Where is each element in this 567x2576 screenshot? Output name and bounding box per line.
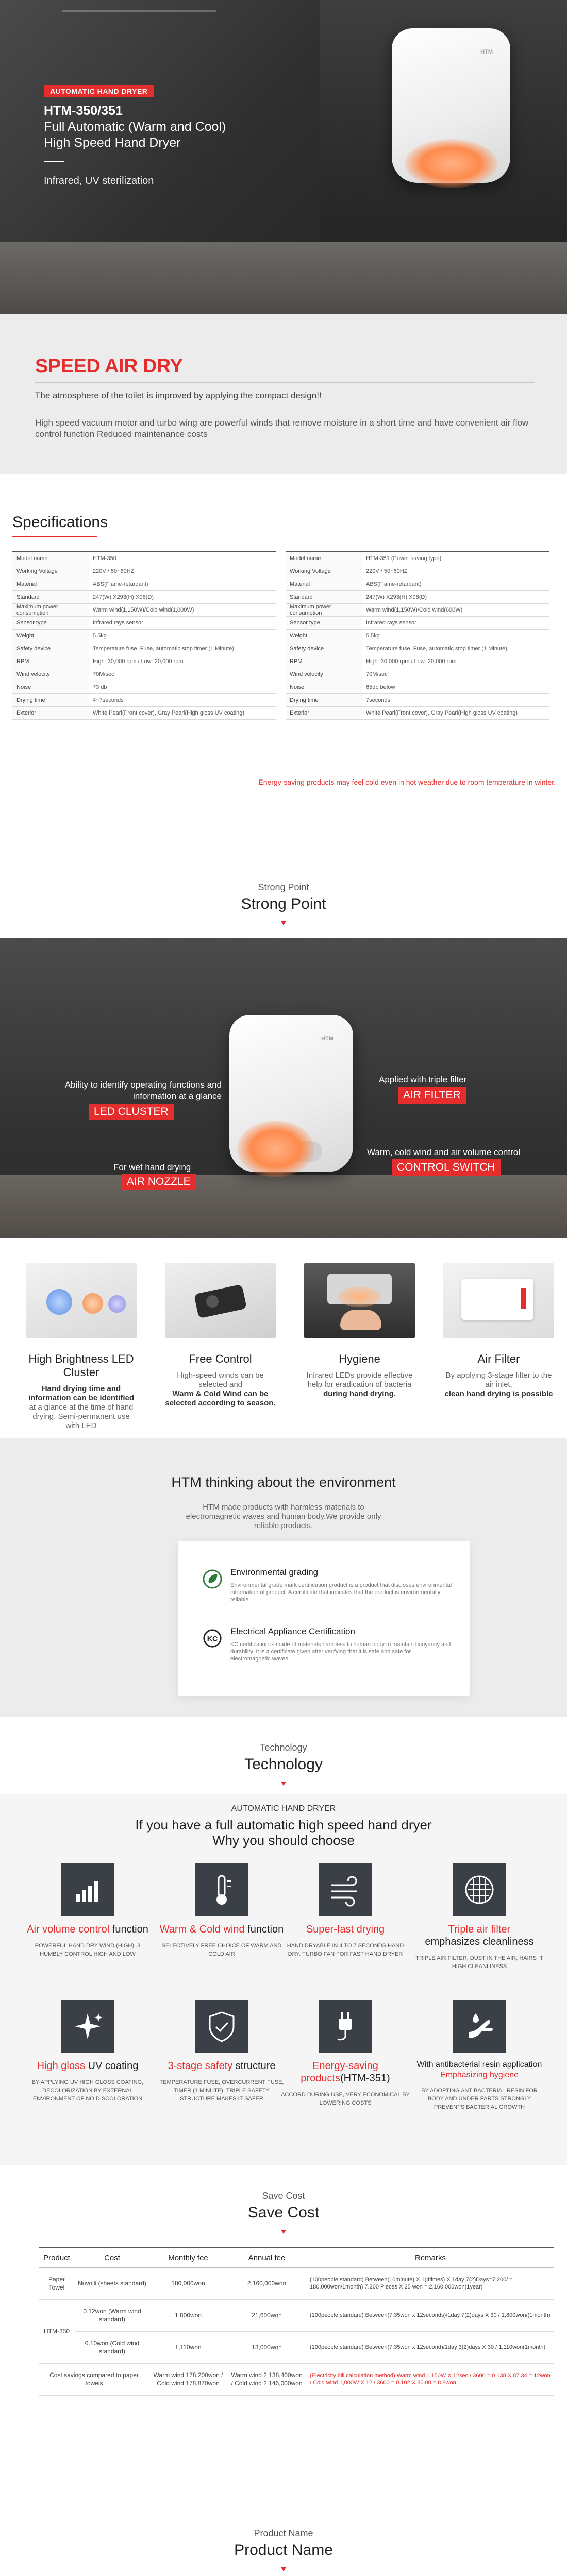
feature-led-desc-bold: Hand drying time and information can be identified	[28, 1384, 134, 1402]
tech-safety-title-red: 3-stage safety	[168, 2060, 233, 2072]
spec-value: High: 30,000 rpm / Low: 20,000 rpm	[362, 655, 549, 668]
strong-triangle-icon	[281, 921, 286, 925]
cost-row-paper	[39, 2267, 554, 2299]
hero-ceiling-light	[62, 10, 216, 12]
hero-counter-bg	[0, 242, 567, 314]
table-cell: 0.10won (Cold wind standard)	[75, 2331, 149, 2363]
save-cost-section	[0, 2242, 567, 2502]
spec-key: Working Voltage	[12, 565, 89, 578]
cost-header-row	[39, 2248, 554, 2267]
tech-uv-coating-title	[23, 2060, 152, 2072]
spec-key: Safety device	[286, 642, 362, 655]
table-row	[286, 642, 549, 655]
feature-filter-desc-text: By applying 3-stage filter to the air inlet,	[445, 1371, 552, 1389]
feature-filter-title: Air Filter	[477, 1352, 520, 1365]
sp-dryer-logo: HTM	[321, 1036, 333, 1042]
cost-header-remarks: Remarks	[307, 2248, 554, 2267]
shield-check-icon	[195, 2000, 248, 2053]
tech-safety-title-rest: structure	[232, 2060, 276, 2072]
table-row	[286, 603, 549, 616]
spec-key: Maximum power consumption	[286, 603, 362, 616]
spec-key: Material	[286, 578, 362, 590]
table-row	[12, 668, 276, 681]
cost-row-htm-cold	[39, 2331, 554, 2363]
spec-table-right	[286, 551, 549, 720]
table-row	[286, 616, 549, 629]
tech-energy-title-rest: (HTM-351)	[340, 2073, 390, 2084]
cost-header-product: Product	[39, 2248, 75, 2267]
tech-fast-drying-title	[281, 1923, 410, 1936]
hero-dryer-glow	[405, 139, 497, 188]
kc-mark-icon	[203, 1629, 222, 1648]
hero-title	[44, 103, 260, 151]
table-row	[286, 681, 549, 693]
spec-value: 220V / 50~60HZ	[89, 565, 276, 578]
save-cost-title	[0, 2165, 567, 2242]
tech-triangle-icon	[281, 1782, 286, 1786]
tech-safety-title	[157, 2060, 286, 2072]
callout-filter-badge: AIR FILTER	[398, 1087, 466, 1104]
feature-control	[165, 1263, 276, 1408]
tech-hygiene-title-red: Emphasizing hygiene	[440, 2071, 519, 2079]
thermometer-icon	[195, 1863, 248, 1916]
spec-key: Standard	[12, 590, 89, 603]
hero-title-line2: Full Automatic (Warm and Cool)	[44, 120, 226, 134]
spec-value: Warm wind(1,150W)/Cold wind(600W)	[362, 603, 549, 616]
spec-key: Model name	[286, 552, 362, 565]
feature-filter-desc	[443, 1371, 554, 1399]
tech-uv-coating-desc: BY APPLYING UV HIGH GLOSS COATING, DECOLORIZATION BY EXTERNAL ENVIRONMENT OF NO DISCOLORATION	[31, 2079, 144, 2102]
callout-led-text: Ability to identify operating functions and information at a glance	[64, 1080, 222, 1101]
feature-control-title: Free Control	[189, 1352, 252, 1365]
spec-value: Temperature fuse, Fuse, automatic stop timer (1 Minute)	[362, 642, 549, 655]
table-row	[12, 578, 276, 590]
spec-key: Weight	[12, 629, 89, 642]
tech-energy-desc: ACCORD DURING USE, VERY ECONOMICAL BY LOWERING COSTS	[281, 2092, 410, 2106]
specifications-section	[0, 474, 567, 855]
spec-key: Model name	[12, 552, 89, 565]
spec-key: Maximum power consumption	[12, 603, 89, 616]
callout-filter-text: Applied with triple filter	[379, 1075, 467, 1084]
tech-fast-drying-title-red: Super-fast drying	[306, 1924, 385, 1935]
feature-control-desc	[165, 1371, 276, 1408]
table-cell: Warm wind 178,200won / Cold wind 178,870won	[149, 2363, 227, 2395]
spec-key: Weight	[286, 629, 362, 642]
cert-environment-desc: Environmental grade mark certification product is a product that discloses environmental information of product. A certificate that indicates that the product is environmentally reliable.	[230, 1582, 452, 1603]
tech-warm-cold-title	[157, 1923, 286, 1936]
hero-section	[0, 0, 567, 314]
tech-hygiene-desc: BY ADOPTING ANTIBACTERIAL RESIN FOR BODY AND UNDER PARTS STRONGLY PREVENTS BACTERIAL GROWTH	[421, 2088, 538, 2110]
table-cell: Warm wind 2,138,400won / Cold wind 2,146,000won	[227, 2363, 307, 2395]
pname-big-title: Product Name	[234, 2541, 333, 2558]
table-row	[12, 629, 276, 642]
tech-safety	[157, 2000, 286, 2103]
table-cell: (100people standard) Between(7.35won x 12seconds)/1day 7(2)days X 30 / 1,800won/(1month)	[307, 2299, 554, 2331]
spec-key: Standard	[286, 590, 362, 603]
speed-line1: The atmosphere of the toilet is improved by applying the compact design!!	[35, 391, 322, 400]
spec-value: 7seconds	[362, 693, 549, 706]
feature-control-desc-bold: Warm & Cold Wind can be selected according to season.	[165, 1389, 276, 1408]
speed-air-dry-section	[0, 314, 567, 474]
tech-sub2-line2: Why you should choose	[212, 1833, 355, 1848]
table-row	[286, 668, 549, 681]
table-row	[286, 552, 549, 565]
tech-uv-coating-title-red: High gloss	[37, 2060, 85, 2072]
table-row	[286, 565, 549, 578]
feature-hygiene	[304, 1263, 415, 1399]
spec-value: 70M/sec	[89, 668, 276, 681]
tech-fast-drying-desc: HAND DRYABLE IN 4 TO 7 SECONDS HAND DRY. TURBO FAN FOR FAST HAND DRYER	[287, 1943, 404, 1957]
spec-key: Noise	[286, 681, 362, 693]
spec-key: Exterior	[12, 706, 89, 719]
feature-filter	[443, 1263, 554, 1399]
spec-value: 73 db	[89, 681, 276, 693]
cert-electrical-desc: KC certification is made of materials harmless to human body to maintain buoyancy and durability. It is a certificate given after verifying that it is safe and safe for electromagnetic waves.	[230, 1641, 451, 1662]
hand-drops-icon	[453, 2000, 506, 2053]
tech-energy-title-red: Energy-saving products	[301, 2060, 378, 2084]
sp-basin-bg	[0, 1175, 567, 1238]
feature-led-title: High Brightness LED Cluster	[28, 1352, 134, 1379]
hero-divider	[44, 161, 64, 162]
tech-air-volume-title-rest: function	[109, 1924, 148, 1935]
wind-icon	[319, 1863, 372, 1916]
spec-value: Temperature fuse, Fuse, automatic stop timer (1 Minute)	[89, 642, 276, 655]
spec-key: Sensor type	[12, 616, 89, 629]
strong-point-image	[0, 938, 567, 1238]
certification-card	[178, 1541, 470, 1696]
table-row	[12, 552, 276, 565]
tech-sub2	[0, 1817, 567, 1848]
spec-table-left	[12, 551, 276, 720]
table-cell: (100people standard) Between(7.35won x 12second)/1day 3(2)days X 30 / 1,110won(1month)	[307, 2331, 554, 2363]
table-row	[12, 603, 276, 616]
tech-small-title: Technology	[260, 1742, 307, 1753]
tech-triple-filter-title	[415, 1923, 544, 1948]
tech-triple-filter-title-rest: emphasizes cleanliness	[425, 1936, 534, 1947]
feature-control-image	[165, 1263, 276, 1338]
tech-hygiene-title	[415, 2060, 544, 2080]
spec-key: RPM	[286, 655, 362, 668]
specs-heading: Specifications	[12, 514, 108, 531]
table-cell: 1,800won	[149, 2299, 227, 2331]
spec-value: High: 30,000 rpm / Low: 20,000 rpm	[89, 655, 276, 668]
callout-switch-badge: CONTROL SWITCH	[392, 1159, 501, 1176]
table-row	[12, 565, 276, 578]
table-cell: 2,160,000won	[227, 2267, 307, 2299]
plug-icon	[319, 2000, 372, 2053]
strong-small-title: Strong Point	[258, 882, 309, 892]
spec-key: Wind velocity	[12, 668, 89, 681]
spec-key: Working Voltage	[286, 565, 362, 578]
feature-filter-desc-bold: clean hand drying is possible	[444, 1389, 553, 1398]
table-row	[12, 706, 276, 719]
sp-dryer-image	[229, 1015, 353, 1172]
feature-hygiene-desc	[304, 1371, 415, 1399]
spec-key: Drying time	[12, 693, 89, 706]
table-cell: 0.12won (Warm wind standard)	[75, 2299, 149, 2331]
feature-led-desc	[26, 1384, 137, 1431]
table-cell: (100people standard) Between(10minute) X 1(4times) X 1day 7(2)Days=7,200/ = 180,000won/1month) 7.200 Pieces X 25 won = 2,160,000won(1year)	[307, 2267, 554, 2299]
feature-filter-image	[443, 1263, 554, 1338]
spec-key: RPM	[12, 655, 89, 668]
specs-underline	[12, 536, 97, 537]
spec-value: 65db below	[362, 681, 549, 693]
feature-hygiene-title: Hygiene	[339, 1352, 380, 1365]
table-cell: Cost savings compared to paper towels	[39, 2363, 149, 2395]
tech-warm-cold-desc: SELECTIVELY FREE CHOICE OF WARM AND COLD AIR	[161, 1943, 282, 1957]
sparkle-icon	[61, 2000, 114, 2053]
hero-dryer-image	[392, 28, 510, 183]
spec-key: Material	[12, 578, 89, 590]
cost-header-monthly: Monthly fee	[149, 2248, 227, 2267]
spec-value: 5.5kg	[362, 629, 549, 642]
environment-leaf-icon	[203, 1569, 222, 1589]
spec-value: 220V / 50~60HZ	[362, 565, 549, 578]
spec-value: 70M/sec	[362, 668, 549, 681]
feature-led-desc-text: at a glance at the time of hand drying. Semi-permanent use with LED	[29, 1403, 134, 1430]
spec-value: White Pearl(Front cover), Gray Pearl(High gloss UV coating)	[362, 706, 549, 719]
feature-led-image	[26, 1263, 137, 1338]
spec-key: Noise	[12, 681, 89, 693]
callout-led-badge: LED CLUSTER	[89, 1104, 174, 1120]
table-cell: 1,110won	[149, 2331, 227, 2363]
tech-fast-drying	[281, 1863, 410, 1958]
speed-line2: High speed vacuum motor and turbo wing are powerful winds that remove moisture in a short time and have convenient air flow control function Reduced maintenance costs	[35, 418, 529, 439]
cost-small-title: Save Cost	[262, 2191, 305, 2201]
spec-value: HTM-351 (Power saving type)	[362, 552, 549, 565]
table-row	[286, 693, 549, 706]
tech-safety-desc: TEMPERATURE FUSE, OVERCURRENT FUSE, TIMER (1 MINUTE). TRIPLE SAFETY STRUCTURE MAKES IT SAFER	[159, 2079, 284, 2102]
feature-control-desc-text: High-speed winds can be selected and	[177, 1371, 264, 1389]
feature-hygiene-desc-bold: during hand drying.	[323, 1389, 396, 1398]
table-cell: 13,000won	[227, 2331, 307, 2363]
feature-hygiene-desc-text: Infrared LEDs provide effective help for eradication of bacteria	[306, 1371, 413, 1389]
filter-grid-icon	[453, 1863, 506, 1916]
spec-value: 5.5kg	[89, 629, 276, 642]
specs-note: Energy-saving products may feel cold even in hot weather due to room temperature in winter.	[258, 778, 556, 786]
pname-small-title: Product Name	[254, 2528, 313, 2538]
cert-electrical-title: Electrical Appliance Certification	[230, 1626, 355, 1636]
cost-triangle-icon	[281, 2230, 286, 2234]
cost-row-savings	[39, 2363, 554, 2395]
table-cell: Paper Towel	[39, 2267, 75, 2299]
tech-energy-title	[281, 2060, 410, 2084]
strong-big-title: Strong Point	[241, 895, 326, 912]
table-cell: HTM-350	[39, 2299, 75, 2363]
hero-dryer-logo: HTM	[480, 49, 493, 55]
cost-header-annual: Annual fee	[227, 2248, 307, 2267]
table-row	[12, 590, 276, 603]
spec-value: 247(W) X293(H) X98(D)	[89, 590, 276, 603]
callout-switch-text: Warm, cold wind and air volume control	[367, 1147, 520, 1157]
spec-key: Exterior	[286, 706, 362, 719]
pname-triangle-icon	[281, 2567, 286, 2571]
tech-sub2-line1: If you have a full automatic high speed hand dryer	[135, 1817, 432, 1833]
cost-header-cost: Cost	[75, 2248, 149, 2267]
technology-title	[0, 1717, 567, 1794]
spec-value: 247(W) X293(H) X98(D)	[362, 590, 549, 603]
table-cell: (Electricity bill calculation method) Warm wind 1.150W X 12sec / 3600 = 0.138 X 87.34 = 12won / Cold wind 1,000W X 12 / 3600 = 0.102 X 80.00 = 8.8won	[307, 2363, 554, 2395]
tech-air-volume-desc: POWERFUL HAND DRY WIND (HIGH), 3 HUMBLY CONTROL HIGH AND LOW	[35, 1943, 141, 1957]
table-row	[12, 693, 276, 706]
tech-big-title: Technology	[244, 1756, 323, 1773]
feature-hygiene-image	[304, 1263, 415, 1338]
tech-triple-filter-desc: TRIPLE AIR FILTER, DUST IN THE AIR, HAIRS IT HIGH CLEANLINESS	[415, 1955, 543, 1970]
cost-row-htm-warm	[39, 2299, 554, 2331]
hero-title-line3: High Speed Hand Dryer	[44, 135, 181, 150]
speed-heading: SPEED AIR DRY	[35, 355, 183, 377]
table-row	[286, 706, 549, 719]
table-row	[286, 590, 549, 603]
tech-air-volume-title-red: Air volume control	[27, 1924, 110, 1935]
table-row	[12, 655, 276, 668]
table-row	[286, 655, 549, 668]
table-row	[286, 629, 549, 642]
spec-key: Safety device	[12, 642, 89, 655]
product-name-title	[0, 2502, 567, 2576]
tech-air-volume-title	[23, 1923, 152, 1936]
strong-point-title	[0, 855, 567, 938]
feature-led	[26, 1263, 137, 1431]
tech-sub1: AUTOMATIC HAND DRYER	[231, 1804, 336, 1813]
tech-warm-cold-title-red: Warm & Cold wind	[159, 1924, 245, 1935]
tech-energy	[281, 2000, 410, 2107]
tech-hygiene-title-rest: With antibacterial resin application	[416, 2060, 542, 2069]
table-row	[12, 681, 276, 693]
sp-dryer-glow	[237, 1121, 314, 1177]
spec-key: Wind velocity	[286, 668, 362, 681]
bar-signal-icon	[61, 1863, 114, 1916]
spec-value: ABS(Flame-retardant)	[89, 578, 276, 590]
spec-value: Infrared rays sensor	[89, 616, 276, 629]
spec-value: White Pearl(Front cover), Gray Pearl(High gloss UV coating)	[89, 706, 276, 719]
technology-section	[0, 1794, 567, 2165]
cost-table	[39, 2247, 554, 2396]
spec-value: Warm wind(1,150W)/Cold wind(1,000W)	[89, 603, 276, 616]
speed-divider	[35, 382, 535, 383]
tech-triple-filter-title-red: Triple air filter	[448, 1924, 511, 1935]
tech-warm-cold	[157, 1863, 286, 1958]
spec-value: HTM-350	[89, 552, 276, 565]
table-row	[286, 578, 549, 590]
tech-warm-cold-title-rest: function	[244, 1924, 284, 1935]
table-row	[12, 616, 276, 629]
callout-nozzle-badge: AIR NOZZLE	[122, 1174, 196, 1190]
table-row	[12, 642, 276, 655]
table-cell: 180,000won	[149, 2267, 227, 2299]
environment-section	[0, 1438, 567, 1717]
tech-triple-filter	[415, 1863, 544, 1971]
spec-value: ABS(Flame-retardant)	[362, 578, 549, 590]
tech-hygiene	[415, 2000, 544, 2111]
hero-model: HTM-350/351	[44, 104, 123, 118]
spec-value: 4~7seconds	[89, 693, 276, 706]
cert-environment-title: Environmental grading	[230, 1567, 319, 1577]
spec-value: Infrared rays sensor	[362, 616, 549, 629]
hero-subtitle: Infrared, UV sterilization	[44, 175, 154, 187]
hero-badge: AUTOMATIC HAND DRYER	[44, 85, 154, 97]
environment-desc: HTM made products with harmless materials to electromagnetic waves and human body.We provide only reliable products.	[186, 1503, 381, 1530]
tech-uv-coating	[23, 2000, 152, 2103]
spec-key: Sensor type	[286, 616, 362, 629]
features-section	[0, 1238, 567, 1438]
table-cell: 21,600won	[227, 2299, 307, 2331]
kc-mark-text: KC	[207, 1635, 218, 1643]
table-cell: Nuvolli (sheets standard)	[75, 2267, 149, 2299]
tech-uv-coating-title-rest: UV coating	[85, 2060, 139, 2072]
tech-air-volume	[23, 1863, 152, 1958]
callout-nozzle-text: For wet hand drying	[113, 1162, 191, 1172]
spec-key: Drying time	[286, 693, 362, 706]
environment-heading: HTM thinking about the environment	[171, 1475, 396, 1490]
cost-big-title: Save Cost	[247, 2204, 320, 2221]
